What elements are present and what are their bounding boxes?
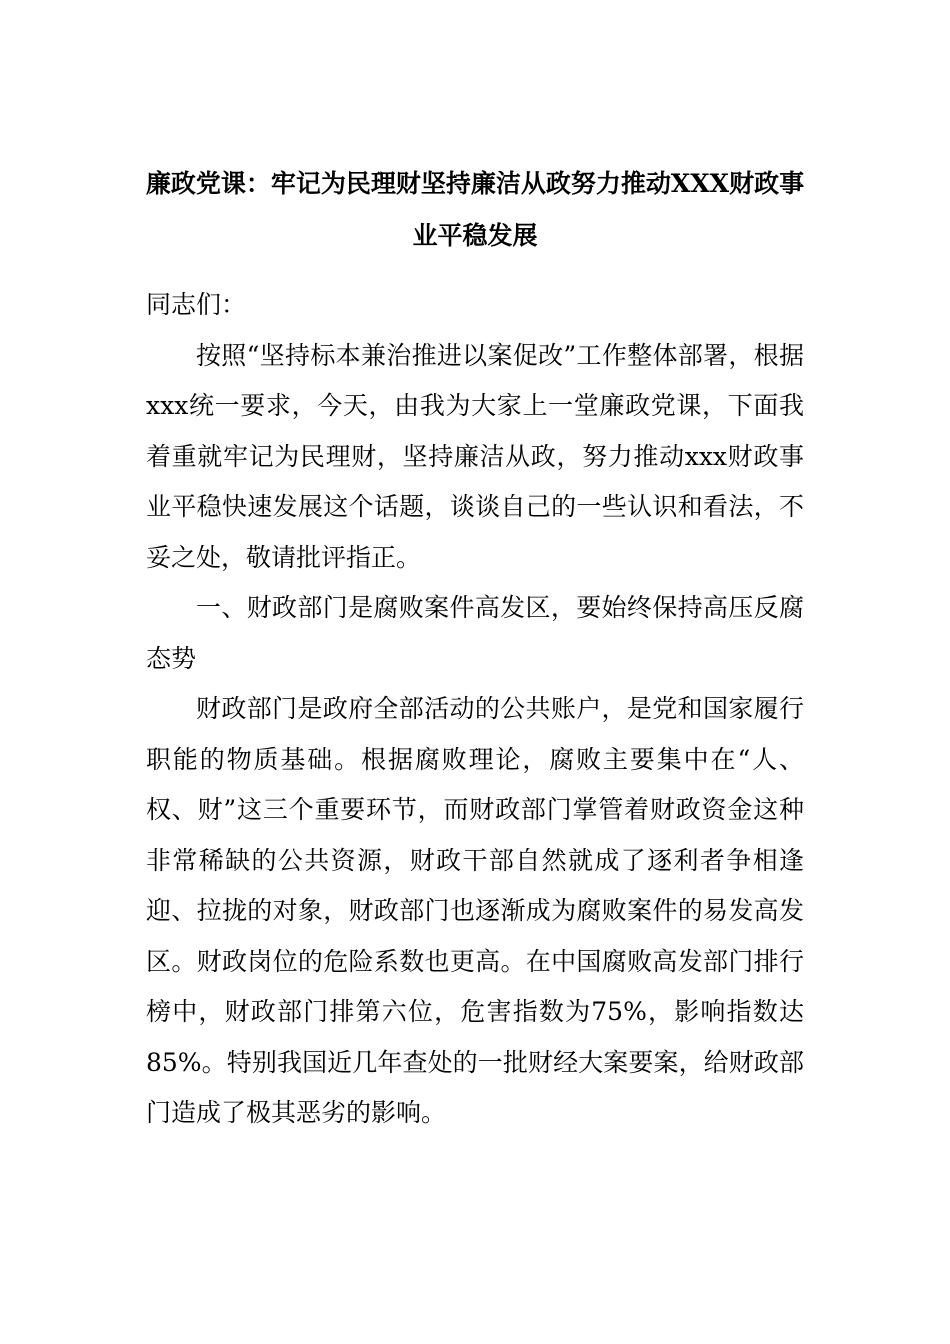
document-body [146, 280, 804, 1139]
paragraph-section-1: 财政部门是政府全部活动的公共账户，是党和国家履行职能的物质基础。根据腐败理论，腐败主要集中在“人、权、财”这三个重要环节，而财政部门掌管着财政资金这种非常稀缺的公共资源，财政干部自然就成了逐利者争相逢迎、拉拢的对象，财政部门也逐渐成为腐败案件的易发高发区。财政岗位的危险系数也更高。在中国腐败高发部门排行榜中，财政部门排第六位，危害指数为75%，影响指数达85%。特别我国近几年查处的一批财经大案要案，给财政部门造成了极其恶劣的影响。 [146, 694, 804, 1127]
salutation: 同志们： [146, 290, 247, 319]
section-heading-1: 一、财政部门是腐败案件高发区，要始终保持高压反腐态势 [146, 593, 804, 673]
document-title: 廉政党课：牢记为民理财坚持廉洁从政努力推动XXX财政事业平稳发展 [145, 169, 805, 250]
paragraph-intro: 按照“坚持标本兼治推进以案促改”工作整体部署，根据xxx统一要求，今天，由我为大家上一堂廉政党课，下面我着重就牢记为民理财，坚持廉洁从政，努力推动xxx财政事业平稳快速发展这个话题，谈谈自己的一些认识和看法，不妥之处，敬请批评指正。 [146, 340, 804, 572]
